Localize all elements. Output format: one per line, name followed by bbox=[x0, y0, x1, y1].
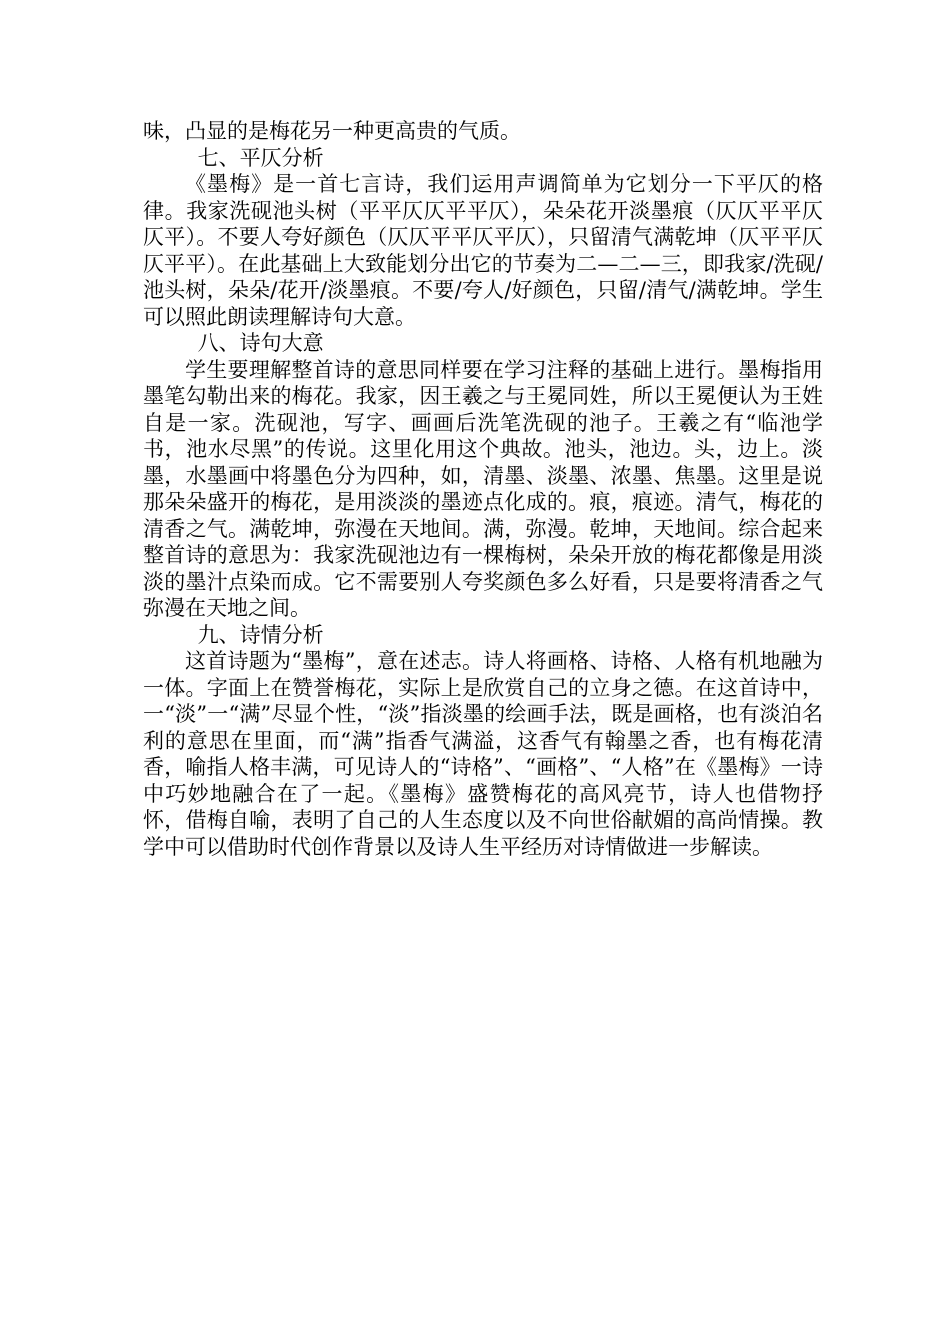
opening-paragraph-fragment: 味，凸显的是梅花另一种更高贵的气质。 bbox=[143, 119, 521, 143]
section-body-poem-meaning: 学生要理解整首诗的意思同样要在学习注释的基础上进行。墨梅指用墨笔勾勒出来的梅花。我家，因王羲之与王冕同姓，所以王冕便认为王姓自是一家。洗砚池，写字、画画后洗笔洗砚的池子。王羲之有“临池学书，池水尽黑”的传说。这里化用这个典故。池头，池边。头，边上。淡墨，水墨画中将墨色分为四种，如，清墨、淡墨、浓墨、焦墨。这里是说那朵朵盛开的梅花，是用淡淡的墨迹点化成的。痕，痕迹。清气，梅花的清香之气。满乾坤，弥漫在天地间。满，弥漫。乾坤，天地间。综合起来整首诗的意思为：我家洗砚池边有一棵梅树，朵朵开放的梅花都像是用淡淡的墨汁点染而成。它不需要别人夸奖颜色多么好看，只是要将清香之气弥漫在天地之间。 bbox=[143, 357, 823, 620]
document-body bbox=[143, 118, 823, 860]
section-body-sentiment-analysis: 这首诗题为“墨梅”，意在述志。诗人将画格、诗格、人格有机地融为一体。字面上在赞誉梅花，实际上是欣赏自己的立身之德。在这首诗中，一“淡”一“满”尽显个性，“淡”指淡墨的绘画手法，既是画格，也有淡泊名利的意思在里面，而“满”指香气满溢，这香气有翰墨之香，也有梅花清香，喻指人格丰满，可见诗人的“诗格”、“画格”、“人格”在《墨梅》一诗中巧妙地融合在了一起。《墨梅》盛赞梅花的高风亮节，诗人也借物抒怀，借梅自喻，表明了自己的人生态度以及不向世俗献媚的高尚情操。教学中可以借助时代创作背景以及诗人生平经历对诗情做进一步解读。 bbox=[143, 649, 823, 859]
section-body-tone-analysis: 《墨梅》是一首七言诗，我们运用声调简单为它划分一下平仄的格律。我家洗砚池头树（平平仄仄平平仄），朵朵花开淡墨痕（仄仄平平仄仄平）。不要人夸好颜色（仄仄平平仄平仄），只留清气满乾坤（仄平平仄仄平平）。在此基础上大致能划分出它的节奏为二—二—三，即我家/洗砚/池头树，朵朵/花开/淡墨痕。不要/夸人/好颜色，只留/清气/满乾坤。学生可以照此朗读理解诗句大意。 bbox=[143, 172, 823, 329]
section-heading-poem-meaning: 八、诗句大意 bbox=[197, 331, 324, 355]
section-heading-tone-analysis: 七、平仄分析 bbox=[197, 145, 324, 170]
section-heading-sentiment-analysis: 九、诗情分析 bbox=[197, 622, 324, 647]
